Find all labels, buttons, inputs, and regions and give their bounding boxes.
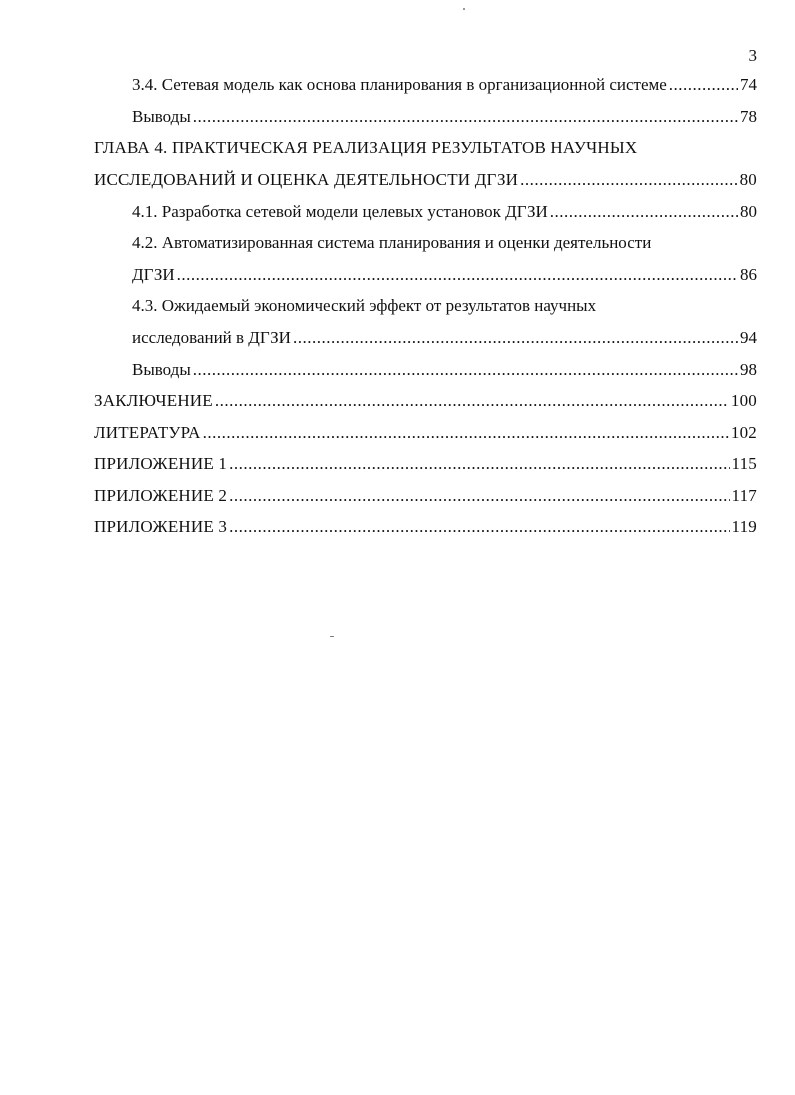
toc-entry-title: ЗАКЛЮЧЕНИЕ bbox=[94, 391, 213, 410]
toc-entry[interactable] bbox=[132, 201, 757, 223]
toc-leader-dots bbox=[229, 516, 729, 538]
toc-entry[interactable] bbox=[94, 137, 757, 159]
toc-entry-title: ИССЛЕДОВАНИЙ И ОЦЕНКА ДЕЯТЕЛЬНОСТИ ДГЗИ bbox=[94, 170, 519, 189]
toc-entry-page: 117 bbox=[731, 486, 757, 505]
toc-entry-page: 119 bbox=[731, 517, 757, 536]
page-number: 3 bbox=[748, 46, 757, 65]
toc-entry-page: 102 bbox=[730, 423, 757, 442]
toc-entry[interactable] bbox=[94, 422, 757, 444]
toc-entry-title: 4.3. Ожидаемый экономический эффект от результатов научных bbox=[132, 296, 597, 315]
toc-entry-title: 4.1. Разработка сетевой модели целевых установок ДГЗИ bbox=[132, 202, 548, 221]
toc-leader-dots bbox=[520, 169, 737, 191]
toc-entry[interactable] bbox=[132, 295, 757, 317]
toc-leader-dots bbox=[215, 390, 729, 412]
toc-entry-title: исследований в ДГЗИ bbox=[132, 328, 291, 347]
toc-entry-page: 86 bbox=[740, 265, 757, 284]
toc-entry[interactable] bbox=[132, 232, 757, 254]
toc-entry-title: ПРИЛОЖЕНИЕ 2 bbox=[94, 486, 228, 505]
toc-entry[interactable] bbox=[132, 74, 757, 96]
toc-entry[interactable] bbox=[94, 169, 757, 191]
toc-entry[interactable] bbox=[132, 264, 757, 286]
toc-entry[interactable] bbox=[94, 453, 757, 475]
scan-speck bbox=[330, 636, 334, 637]
toc-leader-dots bbox=[229, 453, 729, 475]
toc-leader-dots bbox=[177, 264, 738, 286]
toc-entry-page: 78 bbox=[740, 107, 757, 126]
toc-leader-dots bbox=[293, 327, 738, 349]
toc-entry-title: Выводы bbox=[132, 360, 191, 379]
toc-entry-page: 100 bbox=[730, 391, 757, 410]
toc-entry[interactable] bbox=[94, 485, 757, 507]
toc-leader-dots bbox=[229, 485, 729, 507]
toc-entry-page: 115 bbox=[731, 454, 757, 473]
toc-entry-title: 4.2. Автоматизированная система планирования и оценки деятельности bbox=[132, 233, 652, 252]
toc-entry-title: Выводы bbox=[132, 107, 191, 126]
toc-entry-title: ДГЗИ bbox=[132, 265, 175, 284]
toc-entry[interactable] bbox=[94, 390, 757, 412]
toc-entry[interactable] bbox=[132, 359, 757, 381]
toc-entry-page: 74 bbox=[740, 75, 757, 94]
toc-entry-page: 80 bbox=[740, 202, 757, 221]
toc-leader-dots bbox=[193, 359, 738, 381]
toc-entry-title: ПРИЛОЖЕНИЕ 1 bbox=[94, 454, 228, 473]
toc-leader-dots bbox=[669, 74, 738, 96]
toc-entry-title: 3.4. Сетевая модель как основа планирования в организационной системе bbox=[132, 75, 667, 94]
toc-entry-page: 80 bbox=[739, 170, 757, 189]
toc-entry-title: ЛИТЕРАТУРА bbox=[94, 423, 201, 442]
toc-entry-title: ГЛАВА 4. ПРАКТИЧЕСКАЯ РЕАЛИЗАЦИЯ РЕЗУЛЬТАТОВ НАУЧНЫХ bbox=[94, 138, 638, 157]
toc-entry-page: 98 bbox=[740, 360, 757, 379]
toc-entry[interactable] bbox=[94, 516, 757, 538]
toc-entry[interactable] bbox=[132, 106, 757, 128]
scan-speck bbox=[463, 8, 465, 10]
toc-leader-dots bbox=[550, 201, 738, 223]
toc-entry[interactable] bbox=[132, 327, 757, 349]
toc-entry-title: ПРИЛОЖЕНИЕ 3 bbox=[94, 517, 228, 536]
toc-leader-dots bbox=[203, 422, 729, 444]
toc-entry-page: 94 bbox=[740, 328, 757, 347]
toc-leader-dots bbox=[193, 106, 738, 128]
